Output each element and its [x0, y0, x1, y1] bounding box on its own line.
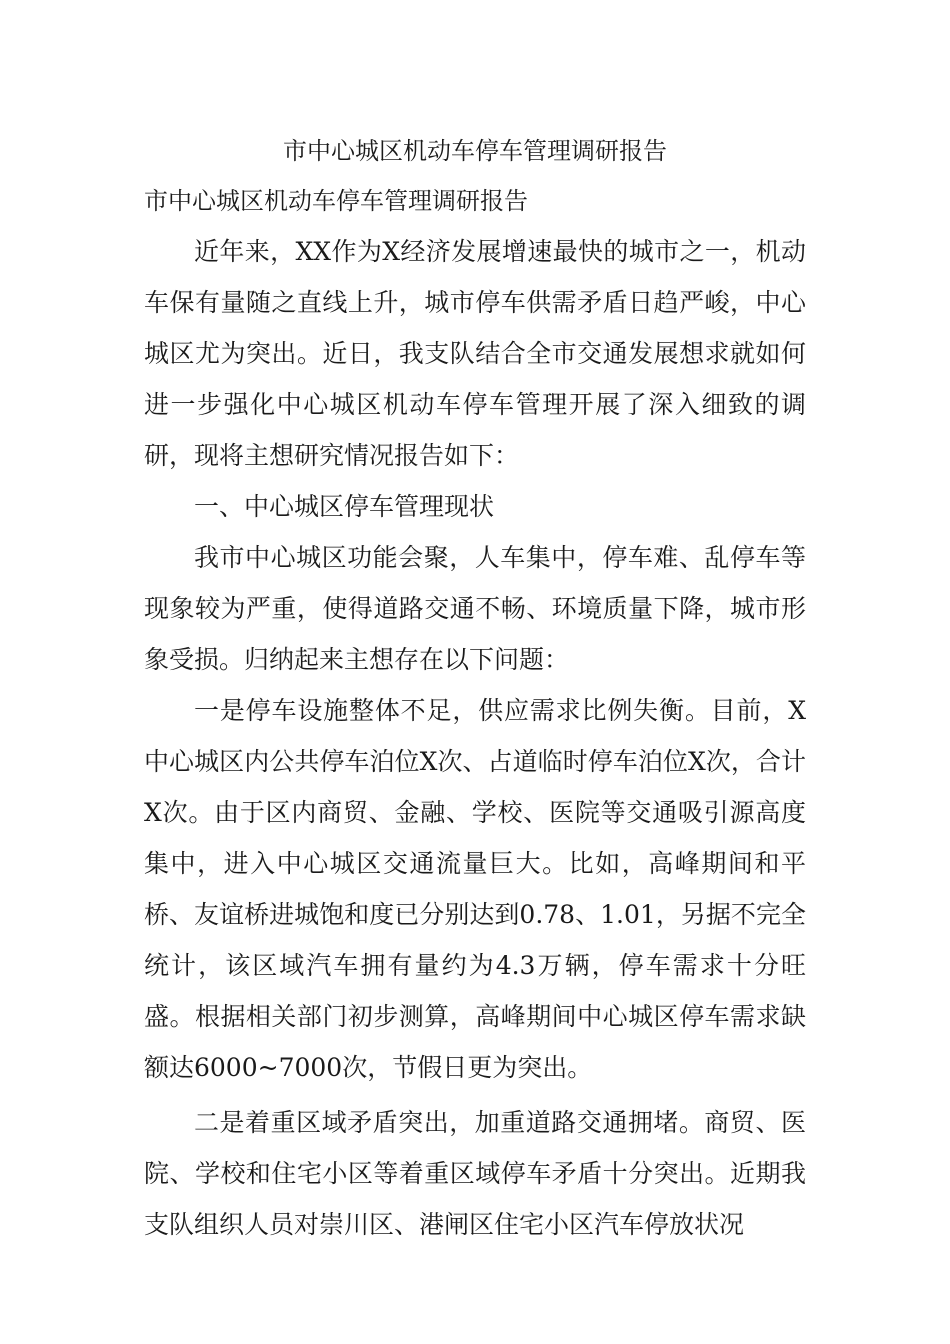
intro-paragraph: 近年来，XX作为X经济发展增速最快的城市之一，机动车保有量随之直线上升，城市停车供需矛盾日趋严峻，中心城区尤为突出。近日，我支队结合全市交通发展想求就如何进一步强化中心城区机动车停车管理开展了深入细致的调研，现将主想研究情况报告如下：	[144, 237, 806, 470]
document-body	[144, 180, 806, 1250]
document-title: 市中心城区机动车停车管理调研报告	[283, 137, 667, 165]
document-subtitle: 市中心城区机动车停车管理调研报告	[144, 187, 528, 215]
problem-one-paragraph: 一是停车设施整体不足，供应需求比例失衡。目前，X中心城区内公共停车泊位X次、占道临时停车泊位X次，合计X次。由于区内商贸、金融、学校、医院等交通吸引源高度集中，进入中心城区交通流量巨大。比如，高峰期间和平桥、友谊桥进城饱和度已分别达到0.78、1.01，另据不完全统计，该区域汽车拥有量约为4.3万辆，停车需求十分旺盛。根据相关部门初步测算，高峰期间中心城区停车需求缺额达6000~7000次，节假日更为突出。	[144, 696, 806, 1082]
section-one-heading: 一、中心城区停车管理现状	[194, 492, 495, 521]
section-one-summary-paragraph: 我市中心城区功能会聚，人车集中，停车难、乱停车等现象较为严重，使得道路交通不畅、环境质量下降，城市形象受损。归纳起来主想存在以下问题：	[144, 543, 806, 674]
problem-two-paragraph: 二是着重区域矛盾突出，加重道路交通拥堵。商贸、医院、学校和住宅小区等着重区域停车矛盾十分突出。近期我支队组织人员对崇川区、港闸区住宅小区汽车停放状况	[144, 1108, 806, 1239]
